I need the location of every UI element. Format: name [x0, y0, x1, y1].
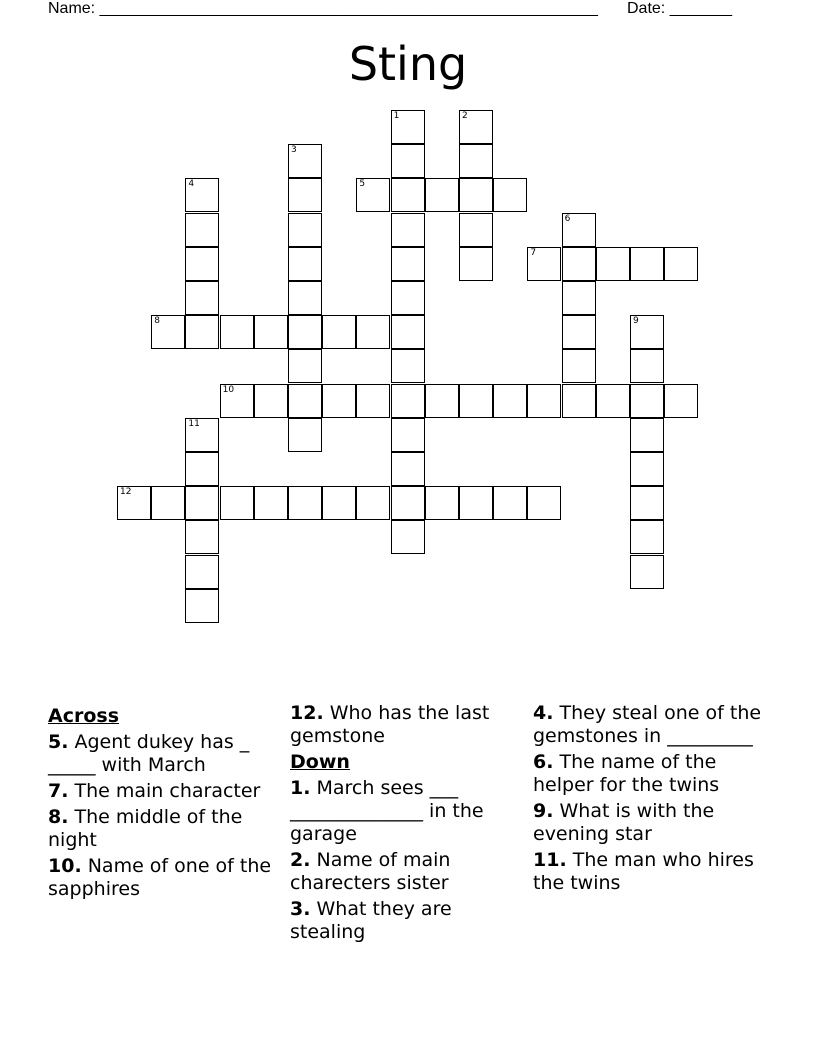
grid-cell[interactable] — [493, 178, 527, 212]
cell-number: 5 — [359, 179, 366, 190]
cell-number: 8 — [154, 316, 160, 327]
clue-number: 11. — [533, 849, 567, 871]
clue-text: The man who hires the twins — [533, 849, 754, 894]
grid-cell[interactable] — [288, 247, 322, 281]
clue-across-7 — [48, 780, 284, 803]
clue-text: March sees ___ ______________ in the garage — [290, 777, 484, 845]
clue-text: The name of the helper for the twins — [533, 751, 720, 796]
grid-cell[interactable] — [185, 178, 219, 212]
grid-cell[interactable] — [562, 384, 596, 418]
grid-cell[interactable] — [288, 178, 322, 212]
cell-number: 11 — [188, 418, 200, 429]
grid-cell[interactable] — [254, 486, 288, 520]
grid-cell[interactable] — [322, 315, 356, 349]
grid-cell[interactable] — [391, 144, 425, 178]
grid-cell[interactable] — [459, 384, 493, 418]
grid-cell[interactable] — [220, 384, 254, 418]
grid-cell[interactable] — [220, 486, 254, 520]
cell-number: 10 — [222, 384, 235, 395]
grid-cell[interactable] — [391, 349, 425, 383]
grid-cell[interactable] — [459, 110, 493, 144]
grid-cell[interactable] — [288, 315, 322, 349]
grid-cell[interactable] — [630, 555, 664, 589]
grid-cell[interactable] — [425, 486, 459, 520]
clues-column-3 — [533, 702, 769, 898]
clue-number: 6. — [533, 751, 554, 773]
grid-cell[interactable] — [151, 315, 185, 349]
clue-text: The middle of the night — [48, 806, 243, 851]
clue-down-3 — [290, 898, 526, 944]
grid-cell[interactable] — [630, 452, 664, 486]
grid-cell[interactable] — [630, 418, 664, 452]
clue-across-12 — [290, 702, 526, 748]
clue-number: 1. — [290, 777, 311, 799]
grid-cell[interactable] — [562, 315, 596, 349]
clues-column-2 — [290, 702, 526, 947]
grid-cell[interactable] — [288, 486, 322, 520]
grid-cell[interactable] — [459, 247, 493, 281]
cell-number: 9 — [633, 316, 639, 327]
grid-cell[interactable] — [322, 486, 356, 520]
clue-down-1 — [290, 777, 526, 846]
clue-number: 9. — [533, 800, 554, 822]
grid-cell[interactable] — [185, 555, 219, 589]
grid-cell[interactable] — [562, 349, 596, 383]
grid-cell[interactable] — [391, 486, 425, 520]
grid-cell[interactable] — [562, 247, 596, 281]
grid-cell[interactable] — [391, 281, 425, 315]
grid-cell[interactable] — [288, 418, 322, 452]
grid-cell[interactable] — [425, 178, 459, 212]
grid-cell[interactable] — [356, 178, 390, 212]
grid-cell[interactable] — [185, 452, 219, 486]
clue-across-8 — [48, 806, 284, 852]
grid-cell[interactable] — [185, 281, 219, 315]
grid-cell[interactable] — [117, 486, 151, 520]
grid-cell[interactable] — [630, 349, 664, 383]
clue-down-9 — [533, 800, 769, 846]
clue-text: What they are stealing — [290, 898, 452, 943]
cell-number: 6 — [564, 213, 571, 224]
cell-number: 3 — [291, 145, 297, 156]
grid-cell[interactable] — [630, 486, 664, 520]
grid-cell[interactable] — [630, 384, 664, 418]
cell-number: 12 — [120, 487, 132, 498]
grid-cell[interactable] — [356, 315, 390, 349]
grid-cell[interactable] — [562, 281, 596, 315]
grid-cell[interactable] — [185, 418, 219, 452]
clue-down-11 — [533, 849, 769, 895]
grid-cell[interactable] — [185, 315, 219, 349]
grid-cell[interactable] — [220, 315, 254, 349]
clue-number: 7. — [48, 780, 69, 802]
clue-number: 8. — [48, 806, 69, 828]
grid-cell[interactable] — [391, 247, 425, 281]
clue-down-6 — [533, 751, 769, 797]
grid-cell[interactable] — [493, 384, 527, 418]
cell-number: 2 — [462, 111, 468, 121]
grid-cell[interactable] — [391, 110, 425, 144]
clue-number: 4. — [533, 702, 554, 724]
grid-cell[interactable] — [322, 384, 356, 418]
clue-across-5 — [48, 731, 284, 777]
grid-cell[interactable] — [425, 384, 459, 418]
grid-cell[interactable] — [527, 247, 561, 281]
clue-text: Name of main charecters sister — [290, 849, 451, 894]
cell-number: 4 — [188, 179, 195, 190]
grid-cell[interactable] — [254, 315, 288, 349]
clue-text: What is with the evening star — [533, 800, 715, 845]
cell-number: 1 — [393, 111, 400, 121]
grid-cell[interactable] — [185, 520, 219, 554]
grid-cell[interactable] — [288, 281, 322, 315]
grid-cell[interactable] — [391, 452, 425, 486]
grid-cell[interactable] — [596, 384, 630, 418]
clue-across-10 — [48, 855, 284, 901]
grid-cell[interactable] — [185, 247, 219, 281]
clue-number: 10. — [48, 855, 82, 877]
grid-cell[interactable] — [391, 520, 425, 554]
clue-text: Who has the last gemstone — [290, 702, 490, 747]
clue-number: 3. — [290, 898, 311, 920]
grid-cell[interactable] — [356, 486, 390, 520]
clue-number: 5. — [48, 731, 69, 753]
grid-cell[interactable] — [391, 178, 425, 212]
grid-cell[interactable] — [185, 589, 219, 623]
name-field-label: Name: ________________________________________________________ — [48, 0, 598, 17]
grid-cell[interactable] — [185, 213, 219, 247]
grid-cell[interactable] — [664, 384, 698, 418]
grid-cell[interactable] — [596, 247, 630, 281]
grid-cell[interactable] — [288, 144, 322, 178]
grid-cell[interactable] — [288, 213, 322, 247]
clue-text: Agent dukey has _ _____ with March — [48, 731, 250, 776]
grid-cell[interactable] — [459, 178, 493, 212]
clues-column-1 — [48, 702, 284, 904]
grid-cell[interactable] — [151, 486, 185, 520]
grid-cell[interactable] — [459, 213, 493, 247]
puzzle-title: Sting — [348, 37, 468, 91]
clue-text: They steal one of the gemstones in _________ — [533, 702, 762, 747]
grid-cell[interactable] — [527, 384, 561, 418]
grid-cell[interactable] — [664, 247, 698, 281]
grid-cell[interactable] — [185, 486, 219, 520]
grid-cell[interactable] — [254, 384, 288, 418]
clue-down-2 — [290, 849, 526, 895]
date-field-label: Date: _______ — [627, 0, 732, 17]
grid-cell[interactable] — [527, 486, 561, 520]
grid-cell[interactable] — [562, 213, 596, 247]
cell-number: 7 — [530, 247, 537, 258]
grid-cell[interactable] — [356, 384, 390, 418]
grid-cell[interactable] — [391, 418, 425, 452]
grid-cell[interactable] — [459, 144, 493, 178]
grid-cell[interactable] — [391, 315, 425, 349]
grid-cell[interactable] — [391, 384, 425, 418]
clue-number: 2. — [290, 849, 311, 871]
grid-cell[interactable] — [288, 349, 322, 383]
clue-text: The main character — [74, 780, 261, 802]
grid-cell[interactable] — [630, 247, 664, 281]
grid-cell[interactable] — [630, 520, 664, 554]
clue-down-4 — [533, 702, 769, 748]
grid-cell[interactable] — [288, 384, 322, 418]
grid-cell[interactable] — [391, 213, 425, 247]
across-heading: Across — [48, 705, 120, 727]
grid-cell[interactable] — [630, 315, 664, 349]
down-heading: Down — [290, 751, 350, 773]
clue-text: Name of one of the sapphires — [48, 855, 272, 900]
grid-cell[interactable] — [493, 486, 527, 520]
grid-cell[interactable] — [459, 486, 493, 520]
clue-number: 12. — [290, 702, 324, 724]
